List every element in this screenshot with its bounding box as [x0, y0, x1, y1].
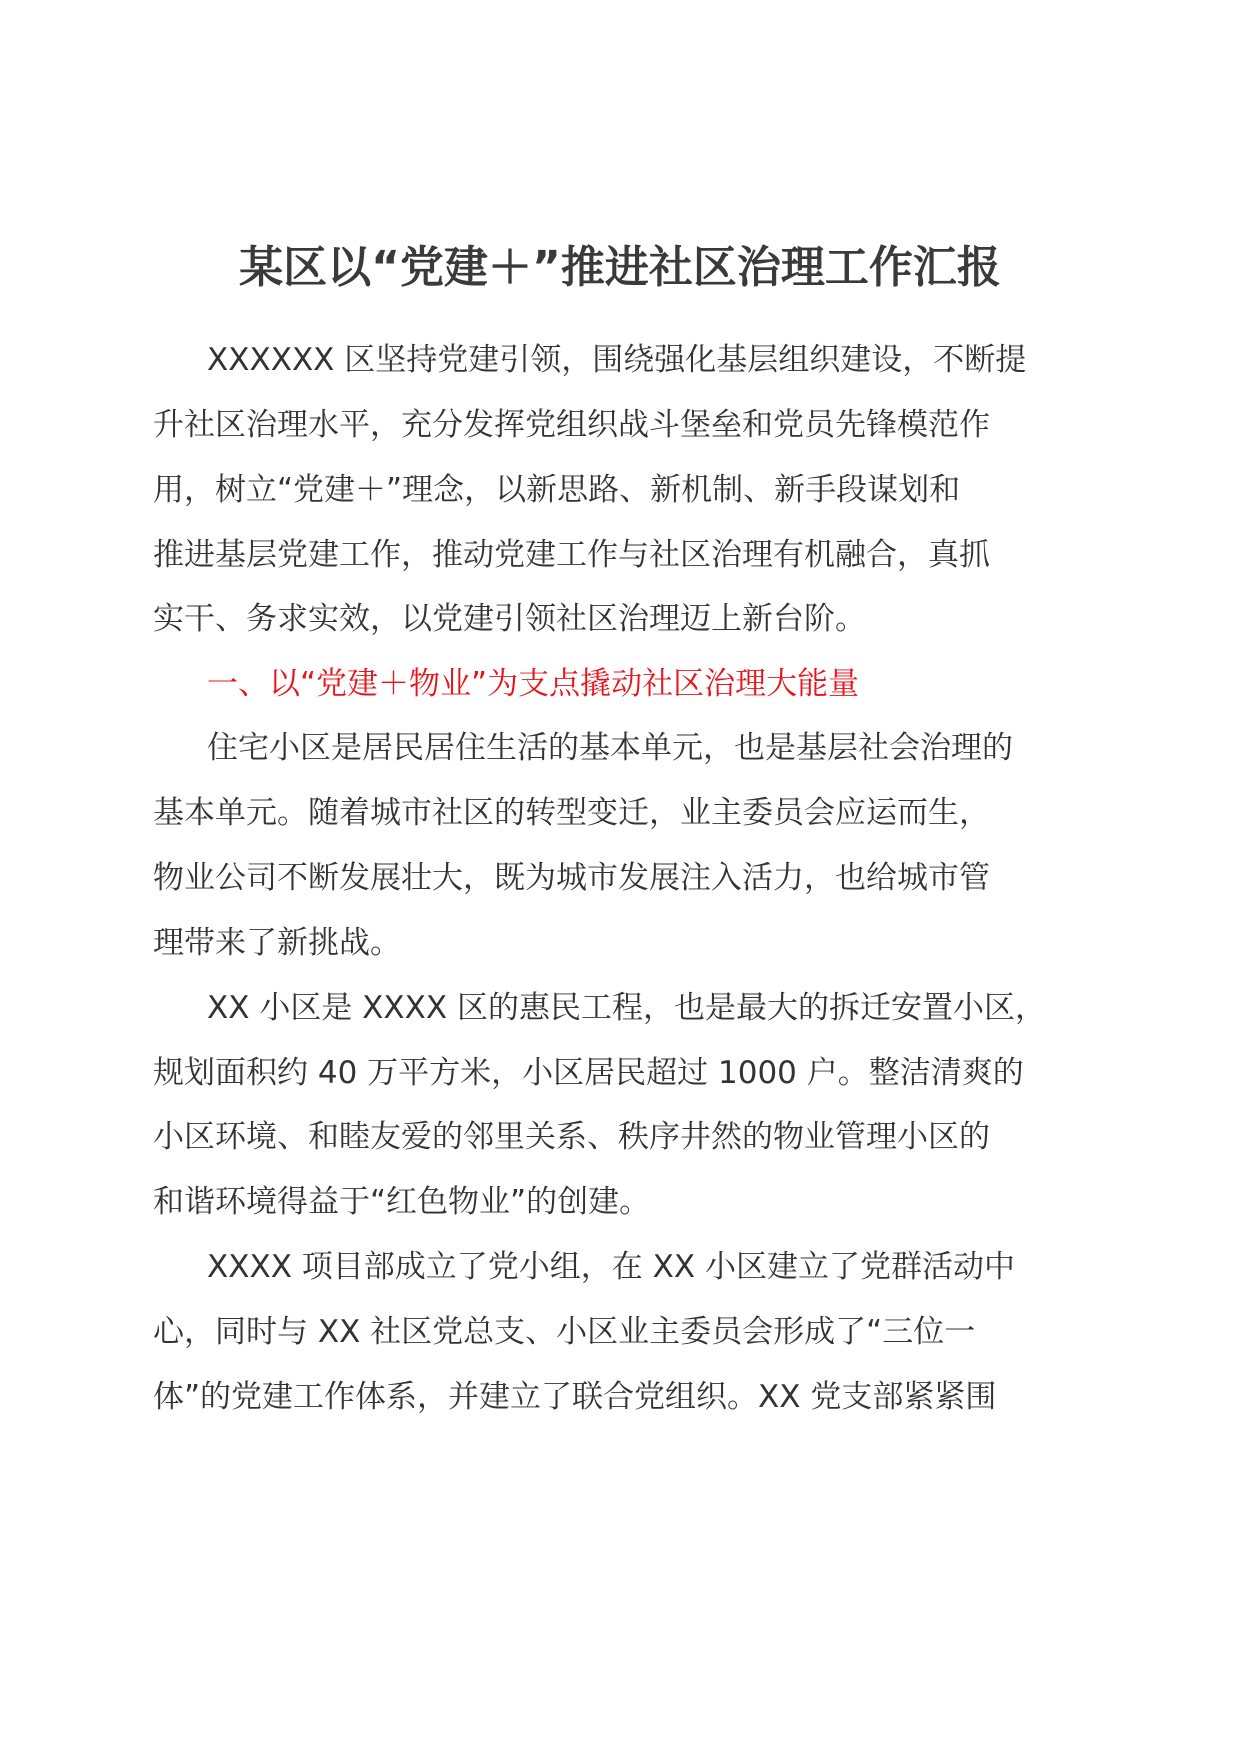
paragraph-line: 小区环境、和睦友爱的邻里关系、秩序井然的物业管理小区的 [153, 1119, 990, 1155]
paragraph-line: 和谐环境得益于“红色物业”的创建。 [153, 1184, 651, 1220]
intro-line: XXXXXX 区坚持党建引领，围绕强化基层组织建设，不断提 [207, 342, 1027, 378]
paragraph-line: 体”的党建工作体系，并建立了联合党组织。XX 党支部紧紧围 [153, 1379, 997, 1415]
paragraph-line: 基本单元。随着城市社区的转型变迁，业主委员会应运而生， [153, 795, 990, 831]
intro-line: 升社区治理水平，充分发挥党组织战斗堡垒和党员先锋模范作 [153, 407, 990, 443]
paragraph-line: 住宅小区是居民居住生活的基本单元，也是基层社会治理的 [207, 730, 1013, 766]
intro-line: 实干、务求实效，以党建引领社区治理迈上新台阶。 [153, 601, 866, 637]
paragraph-line: 物业公司不断发展壮大，既为城市发展注入活力，也给城市管 [153, 860, 990, 896]
paragraph-line: XXXX 项目部成立了党小组，在 XX 小区建立了党群活动中 [207, 1249, 1015, 1285]
section-heading: 一、以“党建＋物业”为支点撬动社区治理大能量 [207, 666, 860, 702]
intro-line: 用，树立“党建＋”理念，以新思路、新机制、新手段谋划和 [153, 472, 961, 508]
document-title: 某区以“党建＋”推进社区治理工作汇报 [239, 242, 1001, 293]
paragraph-line: 心，同时与 XX 社区党总支、小区业主委员会形成了“三位一 [153, 1314, 976, 1350]
paragraph-line: XX 小区是 XXXX 区的惠民工程，也是最大的拆迁安置小区， [207, 990, 1046, 1026]
paragraph-line: 规划面积约 40 万平方米，小区居民超过 1000 户。整洁清爽的 [153, 1055, 1024, 1091]
intro-line: 推进基层党建工作，推动党建工作与社区治理有机融合，真抓 [153, 537, 990, 573]
paragraph-line: 理带来了新挑战。 [153, 925, 401, 961]
